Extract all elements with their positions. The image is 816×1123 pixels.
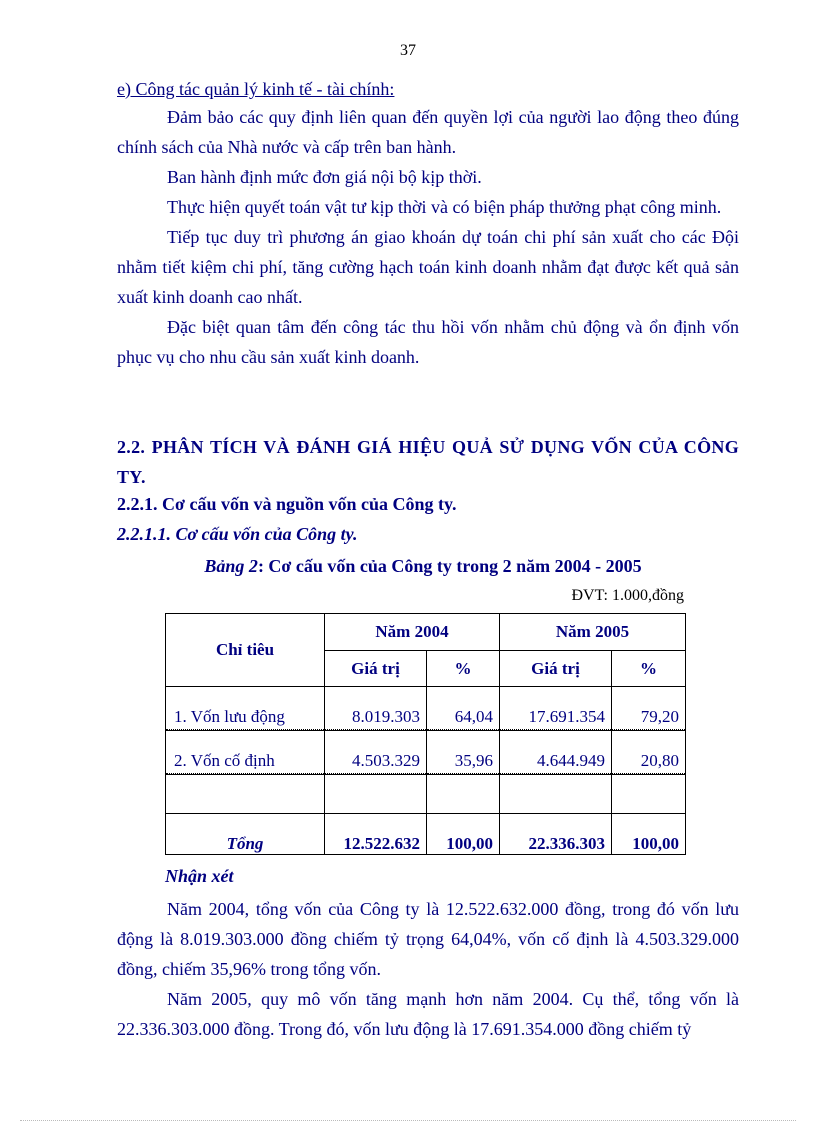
table-row-total [166,814,686,855]
paragraph: Năm 2005, quy mô vốn tăng mạnh hơn năm 2004. Cụ thể, tổng vốn là 22.336.303.000 đồng. Trong đó, vốn lưu động là 17.691.354.000 đồng chiếm tỷ [117,989,739,1039]
section-e-body [117,102,739,372]
table-row-blank [166,775,686,814]
header-value-2004: Giá trị [325,651,427,687]
total-percent-2004: 100,00 [427,814,500,855]
cell-percent: 79,20 [612,707,685,730]
total-percent-2005: 100,00 [612,814,686,855]
header-year-2005: Năm 2005 [500,614,686,651]
table-caption [0,556,816,577]
total-value-2005: 22.336.303 [500,814,612,855]
table-row [166,731,686,775]
total-value-2004: 12.522.632 [325,814,427,855]
paragraph: Thực hiện quyết toán vật tư kịp thời và có biện pháp thưởng phạt công minh. [167,197,722,217]
section-heading: 2.2. PHÂN TÍCH VÀ ĐÁNH GIÁ HIỆU QUẢ SỬ DỤNG VỐN CỦA CÔNG TY. [117,437,739,487]
table-caption-label: Bảng 2 [204,556,258,576]
capital-structure-table [165,613,686,855]
header-percent-2005: % [612,651,686,687]
row-label: 2. Vốn cố định [166,751,324,774]
paragraph: Tiếp tục duy trì phương án giao khoán dự toán chi phí sản xuất cho các Đội nhằm tiết kiệm chi phí, tăng cường hạch toán kinh doanh nhằm đạt được kết quả sản xuất kinh doanh cao nhất. [117,227,739,307]
remarks-heading: Nhận xét [165,866,234,886]
paragraph: Ban hành định mức đơn giá nội bộ kịp thời. [167,167,482,187]
row-label: 1. Vốn lưu động [166,707,324,730]
page-bottom-rule [20,1120,796,1121]
cell-percent: 20,80 [612,751,685,774]
cell-value: 4.503.329 [325,751,426,774]
paragraph: Đặc biệt quan tâm đến công tác thu hồi vốn nhằm chủ động và ổn định vốn phục vụ cho nhu cầu sản xuất kinh doanh. [117,317,739,367]
paragraph: Năm 2004, tổng vốn của Công ty là 12.522.632.000 đồng, trong đó vốn lưu động là 8.019.303.000 đồng chiếm tỷ trọng 64,04%, vốn cố định là 4.503.329.000 đồng, chiếm 35,96% trong tổng vốn. [117,899,739,979]
header-indicator: Chỉ tiêu [166,614,325,687]
cell-value: 17.691.354 [500,707,611,730]
header-percent-2004: % [427,651,500,687]
cell-percent: 35,96 [427,751,499,774]
header-value-2005: Giá trị [500,651,612,687]
table-row [166,687,686,731]
table-caption-text: : Cơ cấu vốn của Công ty trong 2 năm 2004 - 2005 [257,556,642,576]
table-unit: ĐVT: 1.000,đồng [571,587,684,604]
cell-value: 4.644.949 [500,751,611,774]
total-label: Tổng [166,814,325,855]
sub-sub-heading: 2.2.1.1. Cơ cấu vốn của Công ty. [117,524,358,544]
header-year-2004: Năm 2004 [325,614,500,651]
section-e-heading: e) Công tác quản lý kinh tế - tài chính: [117,79,395,99]
page-number: 37 [400,42,416,59]
remarks-body [117,894,739,1044]
cell-value: 8.019.303 [325,707,426,730]
section-2-2 [117,432,739,492]
sub-heading: 2.2.1. Cơ cấu vốn và nguồn vốn của Công ty. [117,494,457,514]
paragraph: Đảm bảo các quy định liên quan đến quyền lợi của người lao động theo đúng chính sách của Nhà nước và cấp trên ban hành. [117,107,739,157]
cell-percent: 64,04 [427,707,499,730]
